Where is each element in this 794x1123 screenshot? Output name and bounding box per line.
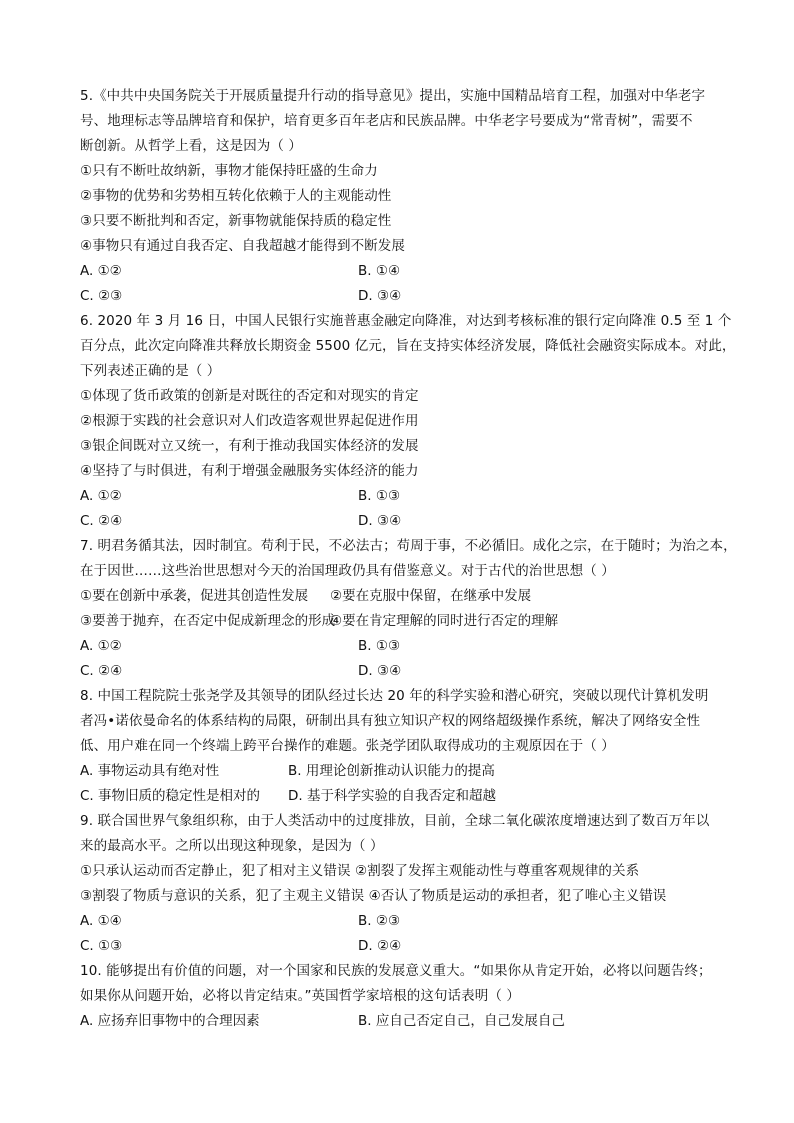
question-stem-line: 低、用户难在同一个终端上跨平台操作的难题。张尧学团队取得成功的主观原因在于（ ）: [80, 738, 615, 754]
option-row: [80, 759, 720, 784]
question-stem-line: 号、地理标志等品牌培育和保护，培育更多百年老店和民族品牌。中华老字号要成为“常青树”，需要不: [80, 113, 693, 129]
statement: ②根源于实践的社会意识对人们改造客观世界起促进作用: [80, 413, 419, 429]
question-6: [80, 309, 736, 534]
question-stem-line: 如果你从问题开始，必将以肯定结束。”英国哲学家培根的这句话表明（ ）: [80, 988, 520, 1004]
option-a: A. ①②: [80, 638, 122, 654]
option-c: C. ②④: [80, 663, 123, 679]
statement-row: [80, 609, 720, 634]
question-5: [80, 84, 720, 309]
question-stem-line: 下列表述正确的是（ ）: [80, 363, 221, 379]
statement: ④要在肯定理解的同时进行否定的理解: [330, 613, 559, 629]
question-stem-line: 10. 能够提出有价值的问题，对一个国家和民族的发展意义重大。“如果你从肯定开始，必将以问题告终；: [80, 963, 712, 979]
statement: ③只要不断批判和否定，新事物就能保持质的稳定性: [80, 213, 392, 229]
option-d: D. 基于科学实验的自我否定和超越: [288, 788, 496, 804]
statement: ①体现了货币政策的创新是对既往的否定和对现实的肯定: [80, 388, 419, 404]
question-list: [80, 84, 737, 1034]
question-stem-line: 5.《中共中央国务院关于开展质量提升行动的指导意见》提出，实施中国精品培育工程，加强对中华老字: [80, 88, 706, 104]
option-d: D. ③④: [358, 513, 402, 529]
option-row: [80, 784, 720, 809]
question-stem-line: 者冯•诺依曼命名的体系结构的局限，研制出具有独立知识产权的网络超级操作系统，解决了网络安全性: [80, 713, 701, 729]
question-stem-line: 来的最高水平。之所以出现这种现象，是因为（ ）: [80, 838, 384, 854]
option-c: C. 事物旧质的稳定性是相对的: [80, 788, 261, 804]
question-stem-line: 百分点，此次定向降准共释放长期资金 5500 亿元，旨在支持实体经济发展，降低社会融资实际成本。对此，: [80, 338, 736, 354]
option-c: C. ②③: [80, 288, 123, 304]
question-9: [80, 809, 720, 959]
option-row: [80, 259, 720, 284]
option-a: A. ①②: [80, 263, 122, 279]
option-c: C. ②④: [80, 513, 123, 529]
statement: ③要善于抛弃，在否定中促成新理念的形成: [80, 613, 336, 629]
statement: ②要在克服中保留，在继承中发展: [330, 588, 532, 604]
option-a: A. 应扬弃旧事物中的合理因素: [80, 1013, 260, 1029]
option-row: [80, 284, 720, 309]
question-8: [80, 684, 720, 809]
option-row: [80, 634, 720, 659]
question-stem-line: 9. 联合国世界气象组织称，由于人类活动中的过度排放，目前，全球二氧化碳浓度增速达到了数百万年以: [80, 813, 710, 829]
statement: ②事物的优势和劣势相互转化依赖于人的主观能动性: [80, 188, 392, 204]
option-row: [80, 659, 720, 684]
question-10: [80, 959, 720, 1034]
option-a: A. ①④: [80, 913, 122, 929]
question-stem-line: 8. 中国工程院院士张尧学及其领导的团队经过长达 20 年的科学实验和潜心研究，突破以现代计算机发明: [80, 688, 709, 704]
statement-row: [80, 584, 720, 609]
statement: ③割裂了物质与意识的关系，犯了主观主义错误 ④否认了物质是运动的承担者，犯了唯心主义错误: [80, 888, 667, 904]
option-b: B. ②③: [358, 913, 401, 929]
option-row: [80, 509, 720, 534]
statement: ①只有不断吐故纳新，事物才能保持旺盛的生命力: [80, 163, 378, 179]
option-d: D. ②④: [358, 938, 402, 954]
option-b: B. ①③: [358, 638, 401, 654]
option-b: B. 用理论创新推动认识能力的提高: [288, 763, 495, 779]
question-stem-line: 在于因世……这些治世思想对今天的治国理政仍具有借鉴意义。对于古代的治世思想（ ）: [80, 563, 615, 579]
option-b: B. ①④: [358, 263, 401, 279]
option-row: [80, 909, 720, 934]
question-stem-line: 6. 2020 年 3 月 16 日，中国人民银行实施普惠金融定向降准，对达到考核标准的银行定向降准 0.5 至 1 个: [80, 313, 732, 329]
option-row: [80, 934, 720, 959]
option-row: [80, 1009, 720, 1034]
option-row: [80, 484, 720, 509]
option-d: D. ③④: [358, 663, 402, 679]
option-d: D. ③④: [358, 288, 402, 304]
option-a: A. 事物运动具有绝对性: [80, 763, 220, 779]
statement: ③银企间既对立又统一，有利于推动我国实体经济的发展: [80, 438, 419, 454]
option-c: C. ①③: [80, 938, 123, 954]
option-b: B. 应自己否定自己，自己发展自己: [358, 1013, 565, 1029]
question-7: [80, 534, 737, 684]
statement: ④坚持了与时俱进，有利于增强金融服务实体经济的能力: [80, 463, 419, 479]
statement: ④事物只有通过自我否定、自我超越才能得到不断发展: [80, 238, 406, 254]
question-stem-line: 断创新。从哲学上看，这是因为（ ）: [80, 138, 302, 154]
option-b: B. ①③: [358, 488, 401, 504]
option-a: A. ①②: [80, 488, 122, 504]
question-stem-line: 7. 明君务循其法，因时制宜。苟利于民，不必法古；苟周于事，不必循旧。成化之宗，在于随时；为治之本，: [80, 538, 737, 554]
statement: ①要在创新中承袭，促进其创造性发展: [80, 588, 309, 604]
statement: ①只承认运动而否定静止，犯了相对主义错误 ②割裂了发挥主观能动性与尊重客观规律的关系: [80, 863, 640, 879]
